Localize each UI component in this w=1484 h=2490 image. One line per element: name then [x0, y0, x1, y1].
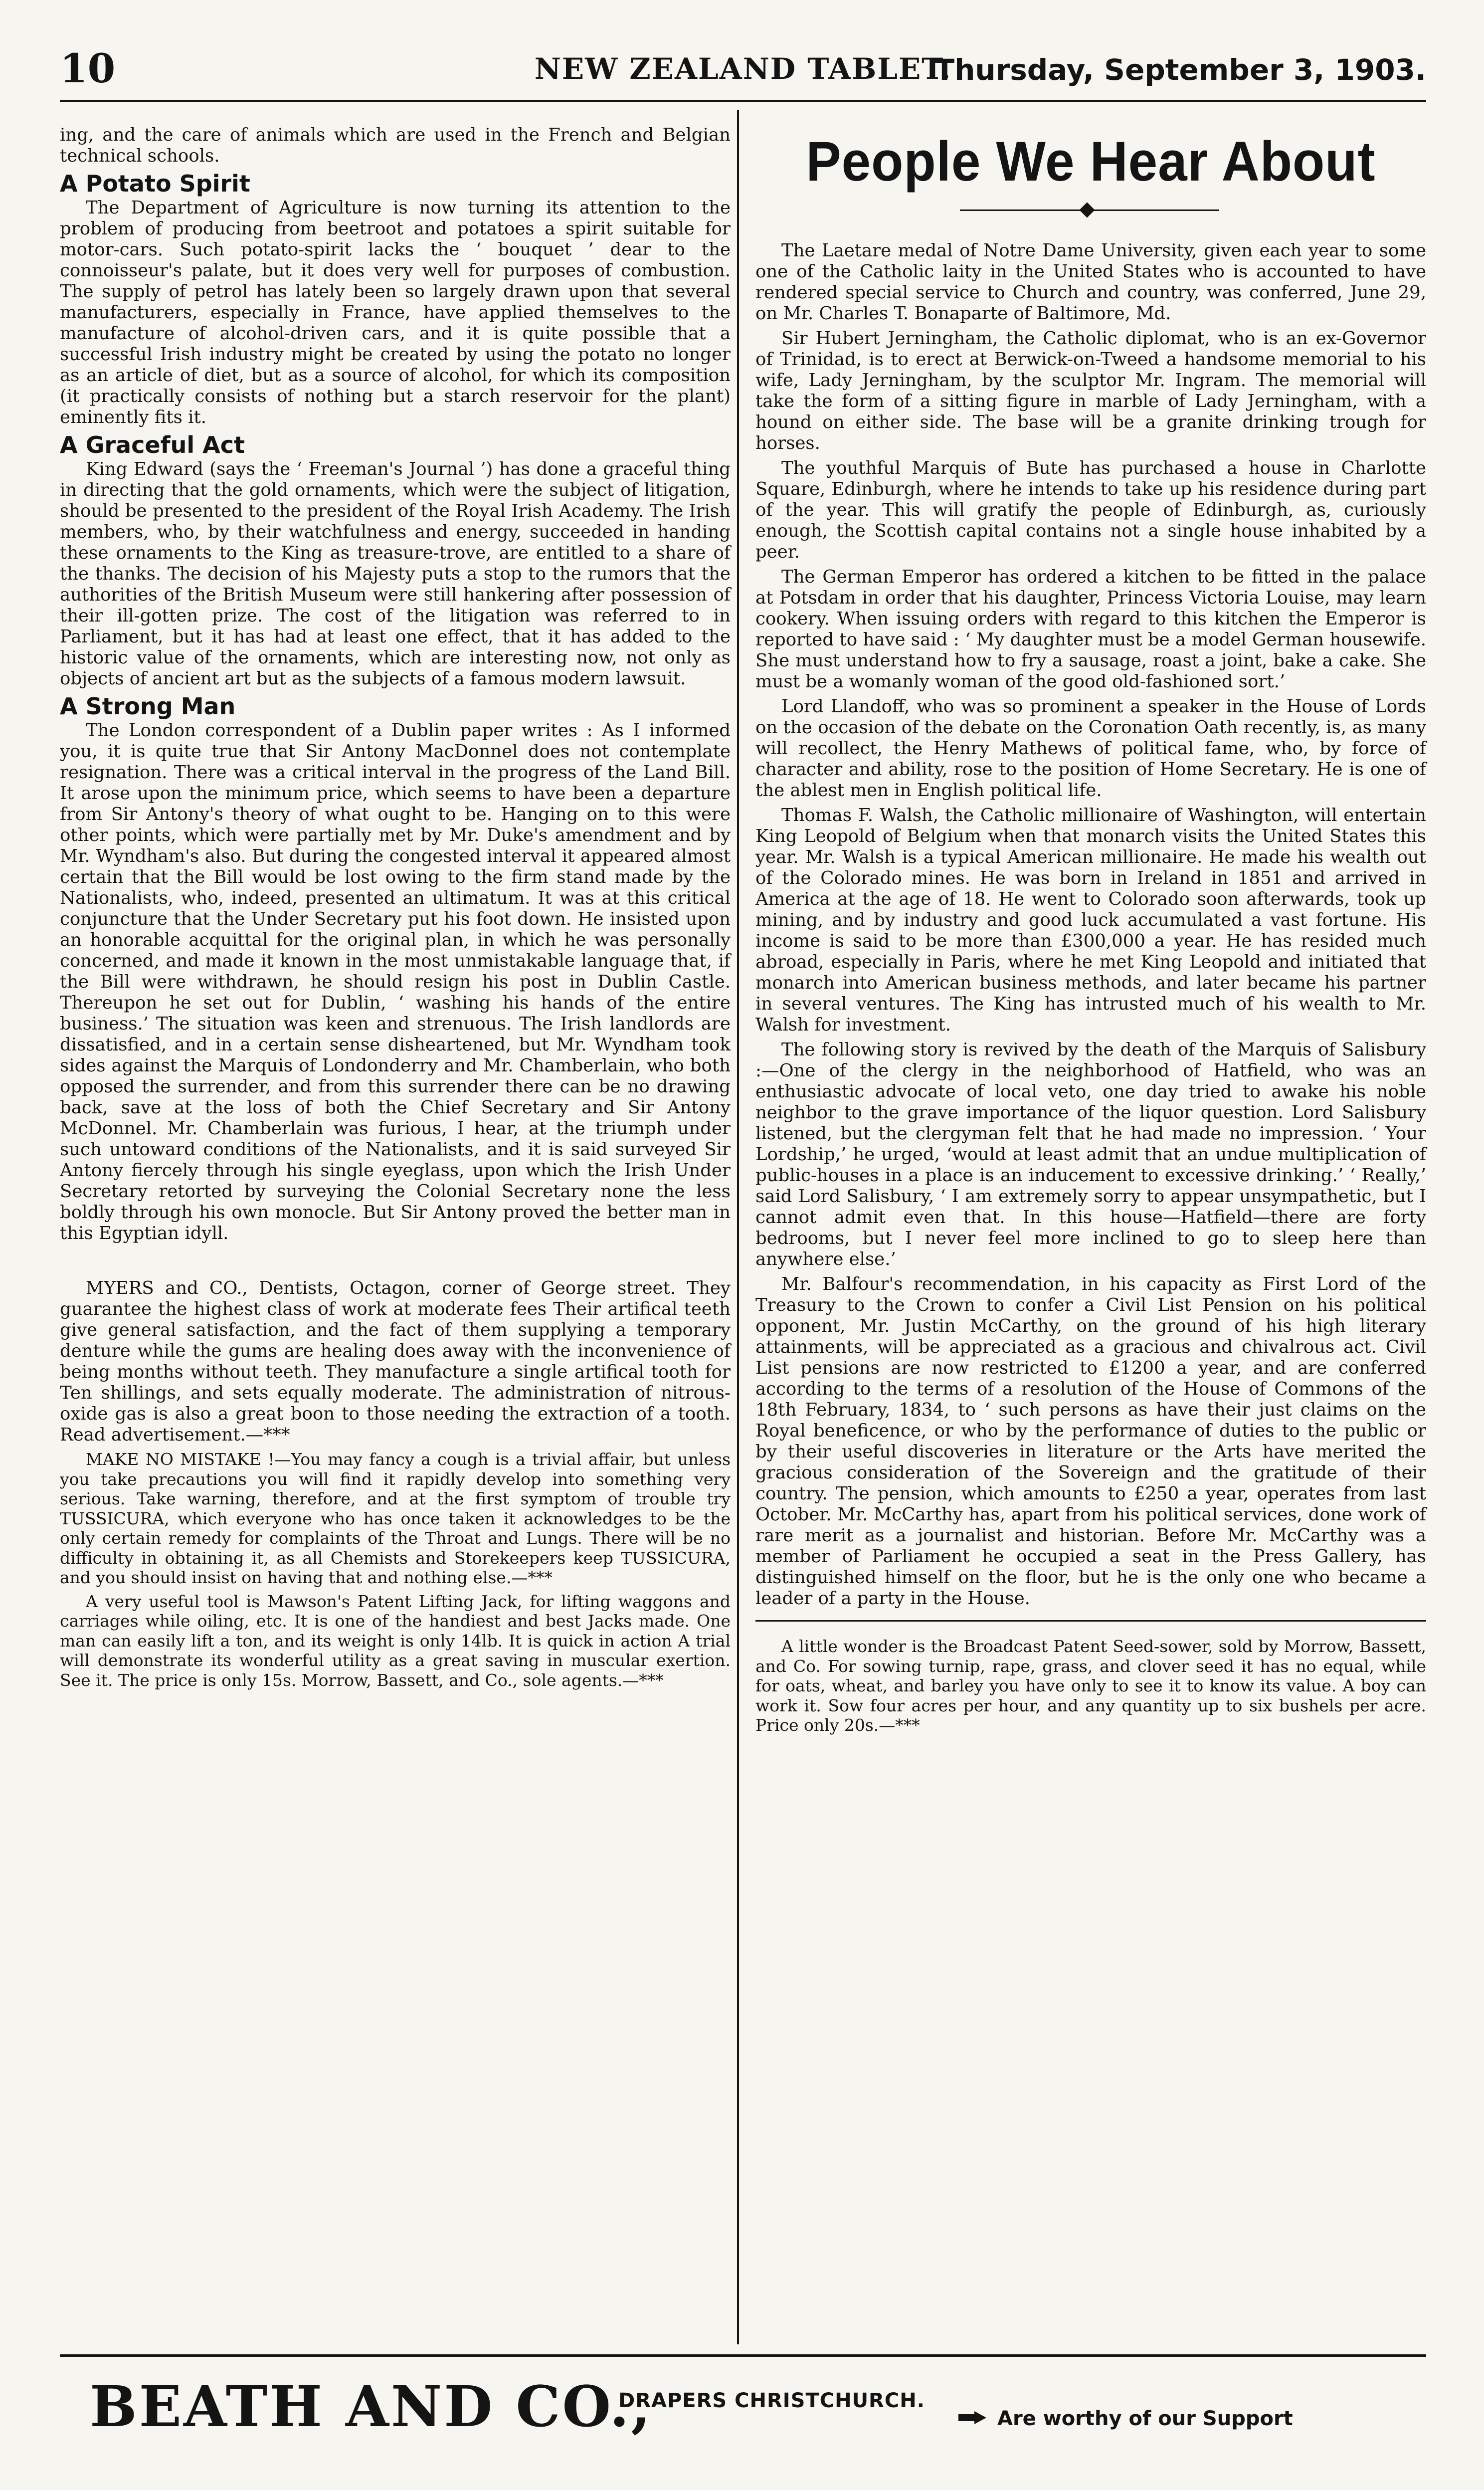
people-paragraph: The German Emperor has ordered a kitchen to be fitted in the palace at Potsdam in order that his daughter, Princess Victoria Louise, may learn cookery. When issuing orders with regard to this kitchen the Emperor is reported to have said : ‘ My daughter must be a model German housewife. She must understand how to fry a sausage, roast a joint, bake a cake. She must be a womanly woman of the good old-fashioned sort.’ — [755, 567, 1426, 692]
ad-myers-dentists: MYERS and CO., Dentists, Octagon, corner of George street. They guarantee the highest class of work at moderate fees Their artifical teeth give general satisfaction, and the fact of them supplying a temporary denture while the gums are healing does away with the inconvenience of being months without teeth. They manufacture a single artifical tooth for Ten shillings, and sets equally moderate. The administration of nitrous-oxide gas is also a great boon to those needing the extraction of a tooth. Read advertisement.—*** — [60, 1278, 731, 1445]
diamond-icon — [1079, 202, 1095, 217]
people-paragraph: Sir Hubert Jerningham, the Catholic diplomat, who is an ex-Governor of Trinidad, is to erect at Berwick-on-Tweed a handsome memorial to his wife, Lady Jerningham, by the sculptor Mr. Ingram. The memorial will take the form of a sitting figure in marble of Lady Jerningham, with a hound on either side. The base will be a granite drinking trough for horses. — [755, 328, 1426, 453]
footer-rule — [60, 2354, 1426, 2357]
heading-potato-spirit: A Potato Spirit — [60, 170, 250, 197]
people-paragraph: Lord Llandoff, who was so prominent a speaker in the House of Lords on the occasion of the debate on the Coronation Oath recently, is, as many will recollect, the Henry Mathews of political fame, who, by force of character and ability, rose to the position of Home Secretary. He is one of the ablest men in English political life. — [755, 696, 1426, 801]
strong-man-text: The London correspondent of a Dublin paper writes : As I informed you, it is quite true that Sir Antony MacDonnel does not contemplate resignation. There was a critical interval in the progress of the Land Bill. It arose upon the minimum price, which seems to have been a departure from Sir Antony's theory of what ought to be. Hanging on to this were other points, which were partially met by Mr. Duke's amendment and by Mr. Wyndham's also. But during the congested interval it appeared almost certain that the Bill would be lost owing to the firm stand made by the Nationalists, who, indeed, presented an ultimatum. It was at this critical conjuncture that the Under Secretary put his foot down. He insisted upon an honorable acquittal for the original plan, in which he was personally concerned, and made it known in the most unmistakable language that, if the Bill were withdrawn, he should resign his post in Dublin Castle. Thereupon he set out for Dublin, ‘ washing his hands of the entire business.’ The situation was keen and strenuous. The Irish landlords are dissatisfied, and in a certain sense disheartened, but Mr. Wyndham took sides against the Marquis of Londonderry and Mr. Chamberlain, who both opposed the surrender, and from this surrender there can be no drawing back, save at the loss of both the Chief Secretary and Sir Antony McDonnel. Mr. Chamberlain was furious, I hear, at the triumph under such untoward conditions of the Nationalists, and it is said surveyed Sir Antony fiercely through his single eyeglass, upon which the Irish Under Secretary retorted by surveying the Colonial Secretary none the less boldly through his own monocle. But Sir Antony proved the better man in this Egyptian idyll. — [60, 720, 731, 1244]
ad-tussicura: MAKE NO MISTAKE !—You may fancy a cough is a trivial affair, but unless you take precautions you will find it rapidly develop into something very serious. Take warning, therefore, and at the first symptom of trouble try TUSSICURA, which everyone who has once taken it acknowledges to be the only certain remedy for complaints of the Throat and Lungs. There will be no difficulty in obtaining it, as all Chemists and Storekeepers keep TUSSICURA, and you should insist on having that and nothing else.—*** — [60, 1450, 731, 1587]
section-rule — [755, 1620, 1426, 1622]
advertiser-trade: DRAPERS CHRISTCHURCH. — [618, 2389, 925, 2412]
page-header — [60, 40, 1426, 95]
people-paragraph: Thomas F. Walsh, the Catholic millionaire of Washington, will entertain King Leopold of Belgium when that monarch visits the United States this year. Mr. Walsh is a typical American millionaire. He made his wealth out of the Colorado mines. He was born in Ireland in 1851 and arrived in America at the age of 18. He went to Colorado soon afterwards, took up mining, and by industry and good luck accumulated a vast fortune. His income is said to be more than £300,000 a year. He has resided much abroad, especially in Paris, where he met King Leopold and initiated that monarch into American business methods, and later became his partner in several ventures. The King has intrusted much of his wealth to Mr. Walsh for investment. — [755, 805, 1426, 1035]
section-spacer — [60, 1248, 731, 1278]
left-column — [60, 125, 731, 1694]
people-paragraph: The following story is revived by the death of the Marquis of Salisbury :—One of the clergy in the neighborhood of Hatfield, who was an enthusiastic advocate of local veto, one day tried to awake his noble neighbor to the grave importance of the liquor question. Lord Salisbury listened, but the clergyman felt that he had made no impression. ‘ Your Lordship,’ he urged, ‘would at least admit that an undue multiplication of public-houses in a place is an inducement to excessive drinking.’ ‘ Really,’ said Lord Salisbury, ‘ I am extremely sorry to appear unsympathetic, but I cannot admit even that. In this house—Hatfield—there are forty bedrooms, but I never feel more inclined to go to sleep here than anywhere else.’ — [755, 1039, 1426, 1269]
page-number: 10 — [60, 45, 116, 92]
right-column — [755, 125, 1426, 1739]
footer-tagline: Are worthy of our Support — [997, 2407, 1293, 2430]
heading-graceful-act: A Graceful Act — [60, 431, 245, 458]
publication-title: NEW ZEALAND TABLET. — [534, 52, 952, 86]
graceful-act-text: King Edward (says the ‘ Freeman's Journal ’) has done a graceful thing in directing that the gold ornaments, which were the subject of litigation, should be presented to the president of the Royal Irish Academy. The Irish members, who, by their watchfulness and energy, succeeded in handing these ornaments to the King as treasure-trove, are entitled to a share of the thanks. The decision of his Majesty puts a stop to the rumors that the authorities of the British Museum were still hankering after possession of their ill-gotten prize. The cost of the litigation was referred to in Parliament, but it has had at least one effect, that it has added to the historic value of the ornaments, which are interesting now, not only as objects of ancient art but as the subjects of a famous modern lawsuit. — [60, 459, 731, 689]
footer-advert — [60, 2369, 1426, 2439]
ornament-divider — [755, 197, 1426, 223]
advertiser-name: BEATH AND CO., — [90, 2374, 653, 2440]
potato-spirit-text: The Department of Agriculture is now turning its attention to the problem of producing from beetroot and potatoes a spirit suitable for motor-cars. Such potato-spirit lacks the ‘ bouquet ’ dear to the connoisseur's palate, but it does very well for purposes of combustion. The supply of petrol has lately been so largely drawn upon that several manufacturers, especially in France, have applied themselves to the manufacture of alcohol-driven cars, and it is quite possible that a successful Irish industry might be created by using the potato no longer as an article of diet, but as a source of alcohol, for which its composition (it practically consists of nothing but a starch reservoir for the plant) eminently fits it. — [60, 198, 731, 427]
people-paragraph: The Laetare medal of Notre Dame University, given each year to some one of the Catholic laity in the United States who is accounted to have rendered special service to Church and country, was conferred, June 29, on Mr. Charles T. Bonaparte of Baltimore, Md. — [755, 240, 1426, 324]
heading-strong-man: A Strong Man — [60, 693, 236, 720]
column-divider — [737, 110, 739, 2344]
ad-mawson-lifting-jack: A very useful tool is Mawson's Patent Lifting Jack, for lifting waggons and carriages while oiling, etc. It is one of the handiest and best Jacks made. One man can easily lift a ton, and its weight is only 14lb. It is quick in action A trial will demonstrate its wonderful utility as a great saving in muscular exertion. See it. The price is only 15s. Morrow, Bassett, and Co., sole agents.—*** — [60, 1591, 731, 1690]
people-paragraph: The youthful Marquis of Bute has purchased a house in Charlotte Square, Edinburgh, where he intends to take up his residence during part of the year. This will gratify the people of Edinburgh, as, curiously enough, the Scottish capital contains not a single house inhabited by a peer. — [755, 458, 1426, 562]
people-paragraph: Mr. Balfour's recommendation, in his capacity as First Lord of the Treasury to the Crown to confer a Civil List Pension on his political opponent, Mr. Justin McCarthy, on the ground of his high literary attainments, will be appreciated as a gracious and chivalrous act. Civil List pensions are now restricted to £1200 a year, and are conferred according to the terms of a resolution of the House of Commons of the 18th February, 1834, to ‘ such persons as have their just claims on the Royal beneficence, or who by the performance of duties to the public or by their useful discoveries in literature or the Arts have merited the gracious consideration of the Sovereign and the gratitude of their country. The pension, which amounts to £250 a year, operates from last October. Mr. McCarthy has, apart from his political services, done work of rare merit as a journalist and historian. Before Mr. McCarthy was a member of Parliament he occupied a seat in the Press Gallery, has distinguished himself on the floor, but he is the only one who became a leader of a party in the House. — [755, 1274, 1426, 1609]
ad-seed-sower: A little wonder is the Broadcast Patent Seed-sower, sold by Morrow, Bassett, and Co. For sowing turnip, rape, grass, and clover seed it has no equal, while for oats, wheat, and barley you have only to see it to know its value. A boy can work it. Sow four acres per hour, and any quantity up to six bushels per acre. Price only 20s.—*** — [755, 1637, 1426, 1735]
intro-paragraph: ing, and the care of animals which are used in the French and Belgian technical schools. — [60, 125, 731, 166]
header-rule — [60, 100, 1426, 102]
issue-date: Thursday, September 3, 1903. — [934, 53, 1426, 87]
section-title-people: People We Hear About — [806, 130, 1376, 193]
pointing-hand-icon — [957, 2409, 987, 2426]
